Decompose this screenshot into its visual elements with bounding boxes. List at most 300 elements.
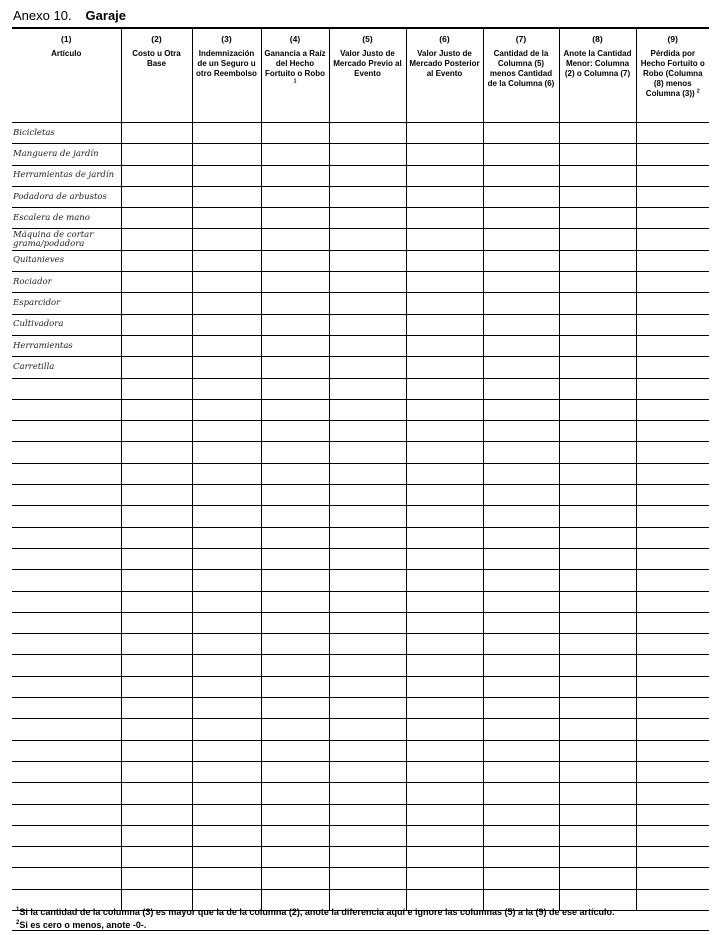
amount-cell[interactable]	[406, 676, 483, 697]
amount-cell[interactable]	[483, 783, 559, 804]
amount-cell[interactable]	[261, 825, 329, 846]
article-cell[interactable]: Rociador	[12, 272, 121, 293]
amount-cell[interactable]	[483, 698, 559, 719]
amount-cell[interactable]	[559, 548, 636, 569]
amount-cell[interactable]	[121, 399, 192, 420]
amount-cell[interactable]	[329, 272, 406, 293]
amount-cell[interactable]	[192, 719, 261, 740]
amount-cell[interactable]	[121, 825, 192, 846]
amount-cell[interactable]	[483, 676, 559, 697]
amount-cell[interactable]	[406, 357, 483, 378]
amount-cell[interactable]	[559, 123, 636, 144]
amount-cell[interactable]	[636, 868, 709, 889]
amount-cell[interactable]	[636, 889, 709, 910]
amount-cell[interactable]	[261, 783, 329, 804]
amount-cell[interactable]	[483, 485, 559, 506]
amount-cell[interactable]	[192, 655, 261, 676]
amount-cell[interactable]	[636, 825, 709, 846]
amount-cell[interactable]	[636, 421, 709, 442]
amount-cell[interactable]	[406, 527, 483, 548]
amount-cell[interactable]	[483, 335, 559, 356]
amount-cell[interactable]	[121, 783, 192, 804]
amount-cell[interactable]	[121, 804, 192, 825]
amount-cell[interactable]	[406, 335, 483, 356]
amount-cell[interactable]	[192, 761, 261, 782]
amount-cell[interactable]	[261, 463, 329, 484]
amount-cell[interactable]	[559, 804, 636, 825]
amount-cell[interactable]	[636, 208, 709, 229]
amount-cell[interactable]	[329, 421, 406, 442]
amount-cell[interactable]	[121, 740, 192, 761]
amount-cell[interactable]	[483, 144, 559, 165]
amount-cell[interactable]	[329, 847, 406, 868]
amount-cell[interactable]	[406, 208, 483, 229]
amount-cell[interactable]	[559, 442, 636, 463]
amount-cell[interactable]	[329, 719, 406, 740]
amount-cell[interactable]	[192, 804, 261, 825]
amount-cell[interactable]	[483, 570, 559, 591]
amount-cell[interactable]	[406, 825, 483, 846]
article-cell[interactable]: Quitanieves	[12, 250, 121, 271]
amount-cell[interactable]	[483, 761, 559, 782]
amount-cell[interactable]	[261, 847, 329, 868]
amount-cell[interactable]	[192, 463, 261, 484]
amount-cell[interactable]	[406, 655, 483, 676]
article-cell[interactable]	[12, 570, 121, 591]
amount-cell[interactable]	[636, 655, 709, 676]
amount-cell[interactable]	[636, 399, 709, 420]
amount-cell[interactable]	[406, 698, 483, 719]
amount-cell[interactable]	[636, 357, 709, 378]
amount-cell[interactable]	[261, 442, 329, 463]
amount-cell[interactable]	[192, 698, 261, 719]
amount-cell[interactable]	[559, 250, 636, 271]
amount-cell[interactable]	[559, 208, 636, 229]
amount-cell[interactable]	[483, 463, 559, 484]
amount-cell[interactable]	[559, 293, 636, 314]
amount-cell[interactable]	[261, 506, 329, 527]
article-cell[interactable]	[12, 634, 121, 655]
amount-cell[interactable]	[121, 229, 192, 250]
amount-cell[interactable]	[406, 399, 483, 420]
amount-cell[interactable]	[559, 612, 636, 633]
amount-cell[interactable]	[121, 357, 192, 378]
amount-cell[interactable]	[636, 485, 709, 506]
amount-cell[interactable]	[261, 335, 329, 356]
amount-cell[interactable]	[636, 165, 709, 186]
article-cell[interactable]	[12, 698, 121, 719]
amount-cell[interactable]	[406, 421, 483, 442]
amount-cell[interactable]	[121, 208, 192, 229]
amount-cell[interactable]	[121, 655, 192, 676]
amount-cell[interactable]	[261, 868, 329, 889]
amount-cell[interactable]	[636, 548, 709, 569]
amount-cell[interactable]	[483, 314, 559, 335]
amount-cell[interactable]	[559, 463, 636, 484]
amount-cell[interactable]	[559, 527, 636, 548]
amount-cell[interactable]	[121, 527, 192, 548]
amount-cell[interactable]	[559, 847, 636, 868]
amount-cell[interactable]	[192, 421, 261, 442]
amount-cell[interactable]	[559, 655, 636, 676]
amount-cell[interactable]	[121, 123, 192, 144]
amount-cell[interactable]	[636, 144, 709, 165]
article-cell[interactable]	[12, 463, 121, 484]
amount-cell[interactable]	[406, 740, 483, 761]
article-cell[interactable]	[12, 783, 121, 804]
amount-cell[interactable]	[406, 506, 483, 527]
amount-cell[interactable]	[329, 548, 406, 569]
amount-cell[interactable]	[192, 591, 261, 612]
amount-cell[interactable]	[406, 804, 483, 825]
amount-cell[interactable]	[329, 655, 406, 676]
amount-cell[interactable]	[261, 144, 329, 165]
amount-cell[interactable]	[192, 442, 261, 463]
amount-cell[interactable]	[406, 847, 483, 868]
amount-cell[interactable]	[329, 208, 406, 229]
amount-cell[interactable]	[192, 293, 261, 314]
amount-cell[interactable]	[121, 719, 192, 740]
amount-cell[interactable]	[121, 612, 192, 633]
amount-cell[interactable]	[192, 548, 261, 569]
amount-cell[interactable]	[121, 250, 192, 271]
amount-cell[interactable]	[261, 761, 329, 782]
amount-cell[interactable]	[329, 591, 406, 612]
amount-cell[interactable]	[636, 123, 709, 144]
amount-cell[interactable]	[192, 612, 261, 633]
amount-cell[interactable]	[261, 229, 329, 250]
amount-cell[interactable]	[121, 591, 192, 612]
amount-cell[interactable]	[559, 740, 636, 761]
amount-cell[interactable]	[559, 314, 636, 335]
amount-cell[interactable]	[406, 186, 483, 207]
amount-cell[interactable]	[559, 506, 636, 527]
amount-cell[interactable]	[329, 399, 406, 420]
amount-cell[interactable]	[406, 783, 483, 804]
amount-cell[interactable]	[329, 783, 406, 804]
amount-cell[interactable]	[636, 804, 709, 825]
amount-cell[interactable]	[329, 186, 406, 207]
article-cell[interactable]	[12, 868, 121, 889]
amount-cell[interactable]	[406, 144, 483, 165]
amount-cell[interactable]	[636, 186, 709, 207]
amount-cell[interactable]	[636, 463, 709, 484]
amount-cell[interactable]	[329, 293, 406, 314]
amount-cell[interactable]	[636, 719, 709, 740]
amount-cell[interactable]	[329, 676, 406, 697]
amount-cell[interactable]	[406, 293, 483, 314]
amount-cell[interactable]	[329, 634, 406, 655]
amount-cell[interactable]	[329, 868, 406, 889]
amount-cell[interactable]	[329, 761, 406, 782]
amount-cell[interactable]	[483, 655, 559, 676]
amount-cell[interactable]	[329, 378, 406, 399]
amount-cell[interactable]	[261, 591, 329, 612]
amount-cell[interactable]	[261, 272, 329, 293]
amount-cell[interactable]	[261, 186, 329, 207]
amount-cell[interactable]	[636, 570, 709, 591]
amount-cell[interactable]	[483, 293, 559, 314]
amount-cell[interactable]	[192, 527, 261, 548]
amount-cell[interactable]	[329, 506, 406, 527]
amount-cell[interactable]	[406, 612, 483, 633]
article-cell[interactable]	[12, 655, 121, 676]
amount-cell[interactable]	[192, 740, 261, 761]
amount-cell[interactable]	[329, 527, 406, 548]
amount-cell[interactable]	[329, 463, 406, 484]
amount-cell[interactable]	[329, 357, 406, 378]
amount-cell[interactable]	[483, 740, 559, 761]
amount-cell[interactable]	[483, 612, 559, 633]
article-cell[interactable]: Podadora de arbustos	[12, 186, 121, 207]
amount-cell[interactable]	[261, 634, 329, 655]
amount-cell[interactable]	[121, 314, 192, 335]
amount-cell[interactable]	[261, 357, 329, 378]
amount-cell[interactable]	[192, 676, 261, 697]
amount-cell[interactable]	[406, 250, 483, 271]
amount-cell[interactable]	[121, 847, 192, 868]
article-cell[interactable]: Escalera de mano	[12, 208, 121, 229]
amount-cell[interactable]	[261, 421, 329, 442]
article-cell[interactable]	[12, 740, 121, 761]
amount-cell[interactable]	[121, 463, 192, 484]
amount-cell[interactable]	[329, 335, 406, 356]
article-cell[interactable]	[12, 548, 121, 569]
amount-cell[interactable]	[192, 847, 261, 868]
amount-cell[interactable]	[483, 165, 559, 186]
amount-cell[interactable]	[483, 272, 559, 293]
amount-cell[interactable]	[483, 399, 559, 420]
amount-cell[interactable]	[406, 378, 483, 399]
amount-cell[interactable]	[329, 804, 406, 825]
amount-cell[interactable]	[559, 591, 636, 612]
amount-cell[interactable]	[483, 825, 559, 846]
amount-cell[interactable]	[121, 761, 192, 782]
amount-cell[interactable]	[261, 165, 329, 186]
amount-cell[interactable]	[483, 229, 559, 250]
amount-cell[interactable]	[483, 548, 559, 569]
amount-cell[interactable]	[261, 399, 329, 420]
amount-cell[interactable]	[483, 421, 559, 442]
article-cell[interactable]	[12, 591, 121, 612]
amount-cell[interactable]	[406, 463, 483, 484]
amount-cell[interactable]	[261, 698, 329, 719]
amount-cell[interactable]	[192, 378, 261, 399]
amount-cell[interactable]	[329, 825, 406, 846]
amount-cell[interactable]	[483, 186, 559, 207]
amount-cell[interactable]	[559, 676, 636, 697]
amount-cell[interactable]	[483, 847, 559, 868]
amount-cell[interactable]	[121, 485, 192, 506]
amount-cell[interactable]	[636, 634, 709, 655]
amount-cell[interactable]	[261, 293, 329, 314]
amount-cell[interactable]	[261, 570, 329, 591]
article-cell[interactable]	[12, 676, 121, 697]
amount-cell[interactable]	[406, 485, 483, 506]
amount-cell[interactable]	[559, 229, 636, 250]
amount-cell[interactable]	[559, 719, 636, 740]
article-cell[interactable]: Herramientas	[12, 335, 121, 356]
amount-cell[interactable]	[636, 506, 709, 527]
amount-cell[interactable]	[121, 378, 192, 399]
amount-cell[interactable]	[636, 676, 709, 697]
amount-cell[interactable]	[636, 740, 709, 761]
amount-cell[interactable]	[261, 123, 329, 144]
amount-cell[interactable]	[261, 719, 329, 740]
amount-cell[interactable]	[329, 229, 406, 250]
amount-cell[interactable]	[483, 506, 559, 527]
amount-cell[interactable]	[192, 634, 261, 655]
amount-cell[interactable]	[559, 186, 636, 207]
amount-cell[interactable]	[261, 804, 329, 825]
amount-cell[interactable]	[192, 272, 261, 293]
amount-cell[interactable]	[406, 229, 483, 250]
article-cell[interactable]: Cultivadora	[12, 314, 121, 335]
amount-cell[interactable]	[483, 357, 559, 378]
amount-cell[interactable]	[192, 314, 261, 335]
amount-cell[interactable]	[406, 548, 483, 569]
amount-cell[interactable]	[406, 868, 483, 889]
amount-cell[interactable]	[406, 165, 483, 186]
article-cell[interactable]	[12, 612, 121, 633]
amount-cell[interactable]	[636, 612, 709, 633]
amount-cell[interactable]	[559, 825, 636, 846]
amount-cell[interactable]	[329, 612, 406, 633]
article-cell[interactable]: Máquina de cortar grama/podadora	[12, 229, 121, 250]
amount-cell[interactable]	[559, 634, 636, 655]
amount-cell[interactable]	[192, 335, 261, 356]
amount-cell[interactable]	[559, 761, 636, 782]
article-cell[interactable]	[12, 399, 121, 420]
article-cell[interactable]	[12, 378, 121, 399]
amount-cell[interactable]	[192, 783, 261, 804]
amount-cell[interactable]	[636, 783, 709, 804]
amount-cell[interactable]	[329, 144, 406, 165]
amount-cell[interactable]	[636, 761, 709, 782]
article-cell[interactable]: Bicicletas	[12, 123, 121, 144]
amount-cell[interactable]	[559, 378, 636, 399]
article-cell[interactable]: Carretilla	[12, 357, 121, 378]
amount-cell[interactable]	[406, 272, 483, 293]
amount-cell[interactable]	[483, 378, 559, 399]
amount-cell[interactable]	[121, 634, 192, 655]
amount-cell[interactable]	[121, 698, 192, 719]
article-cell[interactable]	[12, 421, 121, 442]
article-cell[interactable]	[12, 442, 121, 463]
amount-cell[interactable]	[406, 761, 483, 782]
amount-cell[interactable]	[559, 144, 636, 165]
amount-cell[interactable]	[406, 442, 483, 463]
amount-cell[interactable]	[192, 399, 261, 420]
amount-cell[interactable]	[192, 506, 261, 527]
amount-cell[interactable]	[559, 570, 636, 591]
amount-cell[interactable]	[192, 186, 261, 207]
amount-cell[interactable]	[406, 123, 483, 144]
article-cell[interactable]	[12, 506, 121, 527]
amount-cell[interactable]	[121, 335, 192, 356]
amount-cell[interactable]	[559, 485, 636, 506]
article-cell[interactable]	[12, 527, 121, 548]
amount-cell[interactable]	[261, 612, 329, 633]
amount-cell[interactable]	[483, 250, 559, 271]
amount-cell[interactable]	[192, 123, 261, 144]
amount-cell[interactable]	[261, 676, 329, 697]
amount-cell[interactable]	[329, 250, 406, 271]
amount-cell[interactable]	[261, 740, 329, 761]
amount-cell[interactable]	[636, 335, 709, 356]
article-cell[interactable]: Esparcidor	[12, 293, 121, 314]
amount-cell[interactable]	[559, 698, 636, 719]
article-cell[interactable]	[12, 719, 121, 740]
amount-cell[interactable]	[329, 123, 406, 144]
amount-cell[interactable]	[121, 676, 192, 697]
amount-cell[interactable]	[121, 506, 192, 527]
amount-cell[interactable]	[406, 634, 483, 655]
amount-cell[interactable]	[406, 570, 483, 591]
amount-cell[interactable]	[121, 868, 192, 889]
amount-cell[interactable]	[483, 208, 559, 229]
amount-cell[interactable]	[636, 527, 709, 548]
article-cell[interactable]	[12, 761, 121, 782]
amount-cell[interactable]	[121, 272, 192, 293]
amount-cell[interactable]	[121, 165, 192, 186]
amount-cell[interactable]	[261, 250, 329, 271]
amount-cell[interactable]	[192, 485, 261, 506]
amount-cell[interactable]	[121, 293, 192, 314]
amount-cell[interactable]	[483, 527, 559, 548]
amount-cell[interactable]	[192, 250, 261, 271]
article-cell[interactable]	[12, 804, 121, 825]
amount-cell[interactable]	[483, 868, 559, 889]
amount-cell[interactable]	[406, 591, 483, 612]
amount-cell[interactable]	[192, 570, 261, 591]
amount-cell[interactable]	[261, 208, 329, 229]
amount-cell[interactable]	[406, 719, 483, 740]
amount-cell[interactable]	[121, 186, 192, 207]
article-cell[interactable]	[12, 825, 121, 846]
amount-cell[interactable]	[192, 208, 261, 229]
amount-cell[interactable]	[192, 165, 261, 186]
amount-cell[interactable]	[329, 165, 406, 186]
amount-cell[interactable]	[483, 634, 559, 655]
amount-cell[interactable]	[636, 378, 709, 399]
amount-cell[interactable]	[121, 421, 192, 442]
amount-cell[interactable]	[559, 868, 636, 889]
amount-cell[interactable]	[261, 527, 329, 548]
amount-cell[interactable]	[121, 570, 192, 591]
amount-cell[interactable]	[636, 250, 709, 271]
amount-cell[interactable]	[261, 378, 329, 399]
amount-cell[interactable]	[559, 783, 636, 804]
amount-cell[interactable]	[406, 314, 483, 335]
amount-cell[interactable]	[261, 548, 329, 569]
amount-cell[interactable]	[636, 229, 709, 250]
amount-cell[interactable]	[121, 144, 192, 165]
amount-cell[interactable]	[636, 591, 709, 612]
amount-cell[interactable]	[121, 442, 192, 463]
amount-cell[interactable]	[636, 293, 709, 314]
amount-cell[interactable]	[329, 740, 406, 761]
amount-cell[interactable]	[483, 123, 559, 144]
amount-cell[interactable]	[329, 698, 406, 719]
amount-cell[interactable]	[261, 314, 329, 335]
article-cell[interactable]	[12, 847, 121, 868]
amount-cell[interactable]	[261, 485, 329, 506]
amount-cell[interactable]	[192, 144, 261, 165]
amount-cell[interactable]	[483, 719, 559, 740]
amount-cell[interactable]	[192, 825, 261, 846]
amount-cell[interactable]	[636, 847, 709, 868]
